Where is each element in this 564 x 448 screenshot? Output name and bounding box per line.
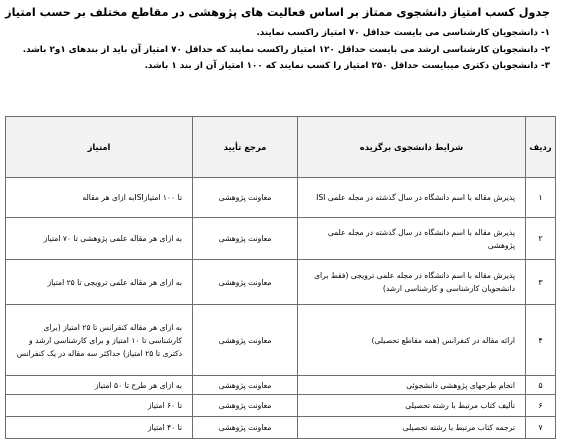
row-index: ۱ — [526, 178, 556, 218]
note-master: ۲- دانشجویان کارشناسی ارشد می بایست حداقل ۱۲۰ امتیاز راکسب نمایند که حداقل ۷۰ امتیاز آن باید از بندهای ۱و۲ باشد. — [22, 44, 550, 55]
row-score: تا ۶۰ امتیاز — [6, 395, 193, 417]
row-score: به ازای هر مقاله علمی ترویجی تا ۲۵ امتیاز — [6, 260, 193, 305]
row-index: ۵ — [526, 376, 556, 395]
row-reference: معاونت پژوهشی — [193, 417, 298, 439]
row-reference: معاونت پژوهشی — [193, 218, 298, 260]
row-score: تا ۱۰۰ امتیازISIبه ازای هر مقاله — [6, 178, 193, 218]
row-index: ۳ — [526, 260, 556, 305]
row-conditions: پذیرش مقاله با اسم دانشگاه در سال گذشته در مجله علمی پژوهشی — [298, 218, 526, 260]
row-index: ۷ — [526, 417, 556, 439]
table-row — [6, 395, 556, 417]
row-index: ۲ — [526, 218, 556, 260]
requirements-notes — [14, 25, 550, 75]
table-row — [6, 417, 556, 439]
row-conditions: ارائه مقاله در کنفرانس (همه مقاطع تحصیلی) — [298, 305, 526, 376]
row-conditions: انجام طرحهای پژوهشی دانشجوئی — [298, 376, 526, 395]
row-conditions: ترجمه کتاب مرتبط با رشته تحصیلی — [298, 417, 526, 439]
row-reference: معاونت پژوهشی — [193, 305, 298, 376]
row-conditions: تألیف کتاب مرتبط با رشته تحصیلی — [298, 395, 526, 417]
row-score: به ازای هر طرح تا ۵۰ امتیاز — [6, 376, 193, 395]
note-bachelor: ۱- دانشجویان کارشناسی می بایست حداقل ۷۰ امتیاز راکسب نمایند. — [256, 28, 550, 38]
row-conditions: پذیرش مقاله با اسم دانشگاه در مجله علمی ترویجی (فقط برای دانشجویان کارشناسی و کارشناسی ارشد) — [298, 260, 526, 305]
row-reference: معاونت پژوهشی — [193, 260, 298, 305]
page-title: جدول کسب امتیاز دانشجوی ممتاز بر اساس فعالیت های پژوهشی در مقاطع مختلف بر حسب امتیاز — [5, 6, 550, 19]
row-score: به ازای هر مقاله کنفرانس تا ۲۵ امتیاز (برای کارشناسی تا ۱۰ امتیاز و برای کارشناسی ارشد و دکتری تا ۲۵ امتیاز) حداکثر سه مقاله در یک کنفرانس — [6, 305, 193, 376]
row-conditions: پذیرش مقاله با اسم دانشگاه در سال گذشته در مجله علمی ISI — [298, 178, 526, 218]
table-header-row — [6, 117, 556, 178]
row-index: ۴ — [526, 305, 556, 376]
table-row — [6, 178, 556, 218]
row-score: تا ۴۰ امتیاز — [6, 417, 193, 439]
table-row — [6, 260, 556, 305]
table-row — [6, 376, 556, 395]
row-reference: معاونت پژوهشی — [193, 395, 298, 417]
score-table — [5, 116, 556, 439]
header-score: امتیاز — [6, 117, 193, 178]
note-phd: ۳- دانشجویان دکتری میبایست حداقل ۲۵۰ امتیاز را کسب نمایند که ۱۰۰ امتیاز آن از بند ۱ باشد. — [144, 61, 550, 71]
row-index: ۶ — [526, 395, 556, 417]
header-index: ردیف — [526, 117, 556, 178]
table-row — [6, 218, 556, 260]
row-score: به ازای هر مقاله علمی پژوهشی تا ۷۰ امتیاز — [6, 218, 193, 260]
header-reference: مرجع تأیید — [193, 117, 298, 178]
header-conditions: شرایط دانشجوی برگزیده — [298, 117, 526, 178]
row-reference: معاونت پژوهشی — [193, 376, 298, 395]
row-reference: معاونت پژوهشی — [193, 178, 298, 218]
table-row — [6, 305, 556, 376]
